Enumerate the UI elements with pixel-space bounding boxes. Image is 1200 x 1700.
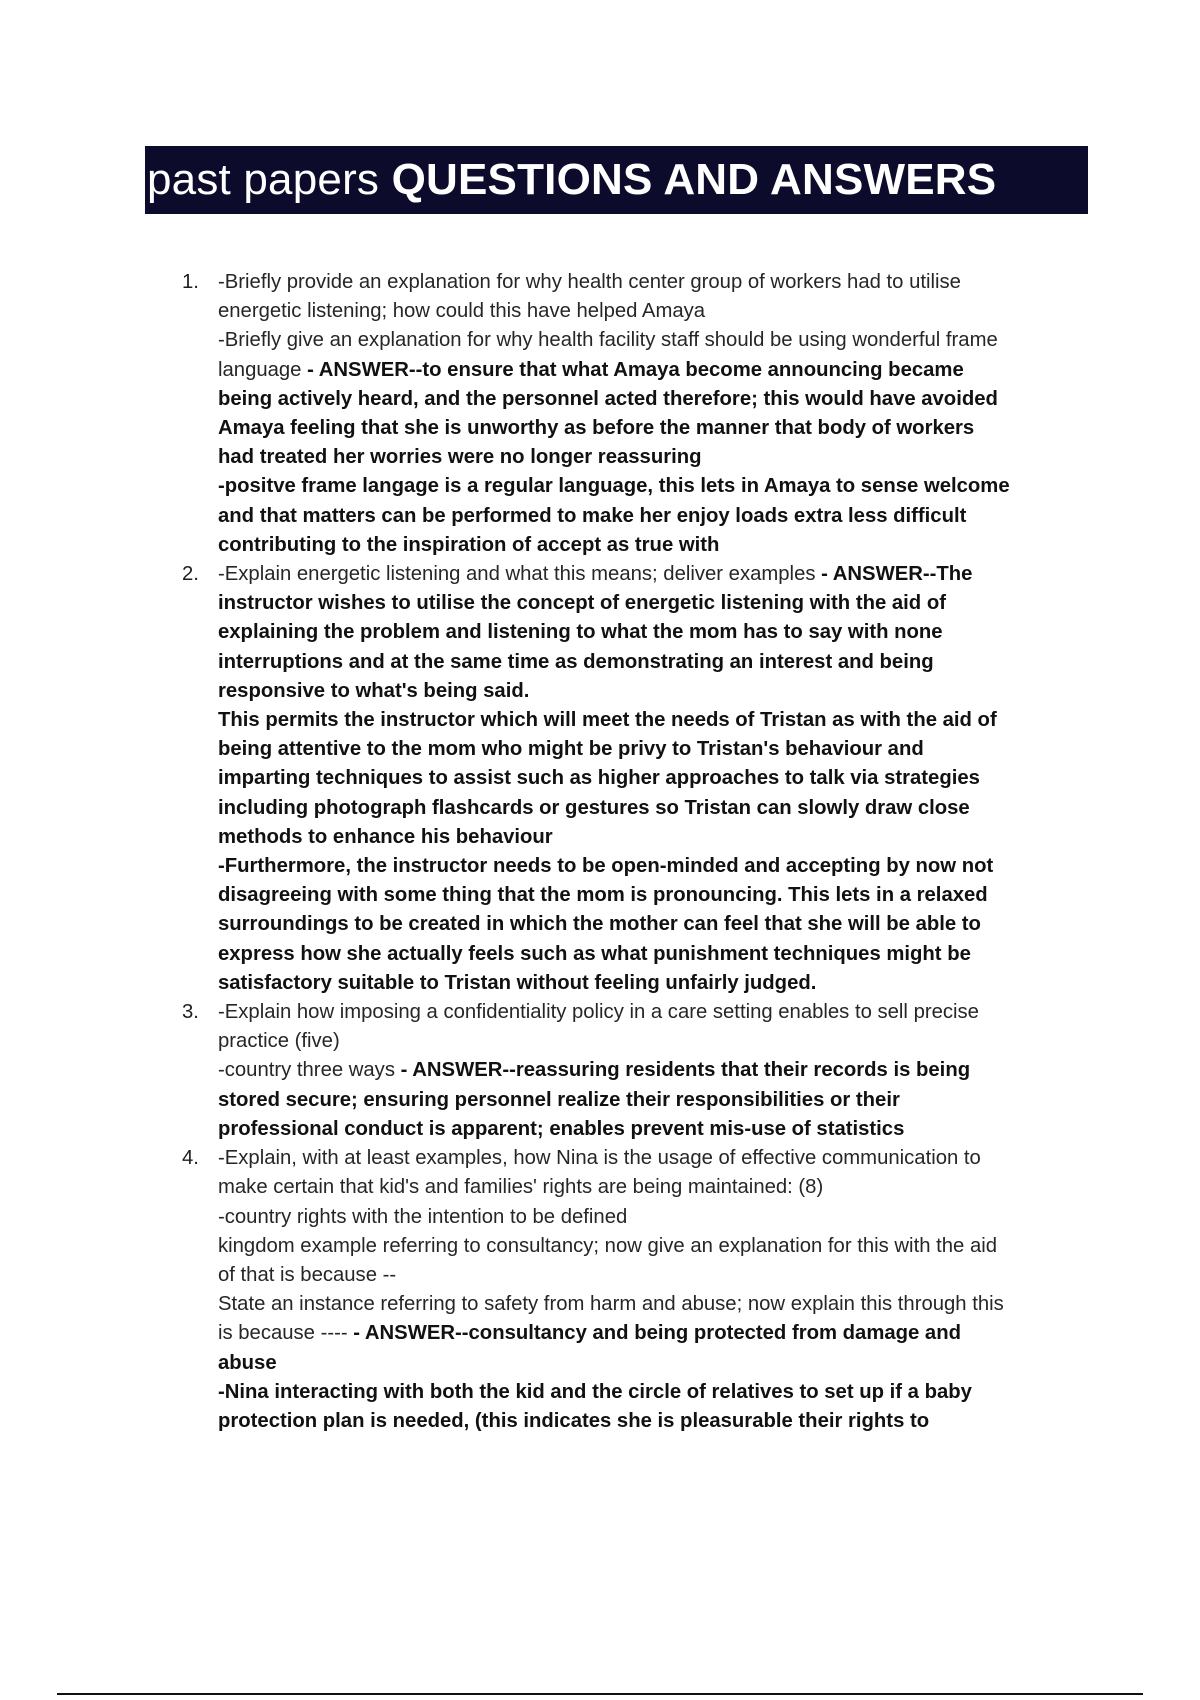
footer-divider — [57, 1693, 1143, 1695]
text-line — [218, 531, 1090, 560]
title-main: QUESTIONS AND ANSWERS — [391, 155, 997, 204]
answer-text: being actively heard, and the personnel acted therefore; this would have avoided — [218, 387, 998, 410]
text-line — [218, 1056, 1090, 1085]
question-number: 3. — [182, 1001, 199, 1024]
text-line — [218, 502, 1090, 531]
text-line — [218, 560, 1090, 589]
answer-text: imparting techniques to assist such as higher approaches to talk via strategies — [218, 767, 980, 790]
text-line — [218, 1232, 1090, 1261]
answer-text: -Furthermore, the instructor needs to be open-minded and accepting by now not — [218, 855, 994, 878]
answer-text: - ANSWER--The — [821, 563, 973, 586]
text-line — [218, 589, 1090, 618]
answer-text: had treated her worries were no longer reassuring — [218, 446, 702, 469]
question-number: 1. — [182, 271, 199, 293]
answer-text: -Nina interacting with both the kid and the circle of relatives to set up if a baby — [218, 1380, 972, 1403]
answer-text: stored secure; ensuring personnel realize their responsibilities or their — [218, 1088, 900, 1111]
title-lead: past papers — [147, 155, 380, 204]
text-line — [218, 297, 1090, 326]
text-line — [218, 910, 1090, 939]
answer-text: interruptions and at the same time as demonstrating an interest and being — [218, 650, 934, 673]
text-line — [218, 326, 1090, 355]
answer-text: abuse — [218, 1351, 277, 1374]
question-text: energetic listening; how could this have helped Amaya — [218, 300, 706, 323]
text-line — [218, 618, 1090, 647]
text-line — [218, 1407, 1090, 1436]
text-line — [218, 1027, 1090, 1056]
answer-text: - ANSWER--consultancy and being protected from damage and — [353, 1322, 961, 1345]
text-line — [218, 823, 1090, 852]
question-item — [170, 268, 1090, 560]
text-line — [218, 1261, 1090, 1290]
text-line — [218, 706, 1090, 735]
text-line — [218, 1349, 1090, 1378]
question-text: -country rights with the intention to be defined — [218, 1205, 628, 1228]
text-line — [218, 1203, 1090, 1232]
answer-text: and that matters can be performed to make her enjoy loads extra less difficult — [218, 504, 967, 527]
text-line — [218, 1173, 1090, 1202]
questions-list — [170, 268, 1090, 1436]
question-item — [170, 1144, 1090, 1436]
question-text: -Explain energetic listening and what this means; deliver examples — [218, 563, 822, 586]
text-line — [218, 969, 1090, 998]
text-line — [218, 998, 1090, 1027]
text-line — [218, 1115, 1090, 1144]
answer-text: methods to enhance his behaviour — [218, 825, 553, 848]
text-line — [218, 1378, 1090, 1407]
text-line — [218, 677, 1090, 706]
question-text: State an instance referring to safety from harm and abuse; now explain this through this — [218, 1293, 1004, 1316]
answer-text: - ANSWER--to ensure that what Amaya become announcing became — [307, 358, 964, 381]
question-text: of that is because -- — [218, 1263, 397, 1286]
text-line — [218, 1086, 1090, 1115]
answer-text: instructor wishes to utilise the concept of energetic listening with the aid of — [218, 592, 946, 615]
question-text: make certain that kid's and families' rights are being maintained: (8) — [218, 1176, 824, 1199]
question-text: -Explain how imposing a confidentiality policy in a care setting enables to sell precise — [218, 1001, 979, 1024]
answer-text: This permits the instructor which will meet the needs of Tristan as with the aid of — [218, 709, 997, 732]
question-text: is because ---- — [218, 1322, 354, 1345]
text-line — [218, 414, 1090, 443]
page-title-banner — [145, 146, 1088, 214]
answer-text: responsive to what's being said. — [218, 679, 530, 702]
text-line — [218, 940, 1090, 969]
question-number: 2. — [182, 563, 199, 586]
answer-text: Amaya feeling that she is unworthy as before the manner that body of workers — [218, 417, 975, 440]
text-line — [218, 881, 1090, 910]
answer-text: surroundings to be created in which the mother can feel that she will be able to — [218, 913, 981, 936]
question-text: kingdom example referring to consultancy; now give an explanation for this with the aid — [218, 1234, 998, 1257]
text-line — [218, 794, 1090, 823]
text-line — [218, 385, 1090, 414]
question-number: 4. — [182, 1147, 199, 1170]
text-line — [218, 764, 1090, 793]
text-line — [218, 852, 1090, 881]
question-text: language — [218, 358, 308, 381]
question-text: -country three ways — [218, 1059, 401, 1082]
question-text: -Explain, with at least examples, how Nina is the usage of effective communication to — [218, 1147, 981, 1170]
answer-text: explaining the problem and listening to what the mom has to say with none — [218, 621, 943, 644]
answer-text: being attentive to the mom who might be privy to Tristan's behaviour and — [218, 738, 924, 761]
answer-text: including photograph flashcards or gestures so Tristan can slowly draw close — [218, 796, 970, 819]
text-line — [218, 735, 1090, 764]
question-text: -Briefly give an explanation for why health facility staff should be using wonderful frame — [218, 329, 998, 352]
answer-text: express how she actually feels such as what punishment techniques might be — [218, 942, 971, 965]
text-line — [218, 268, 1090, 297]
answer-text: contributing to the inspiration of accept as true with — [218, 533, 720, 556]
answer-text: - ANSWER--reassuring residents that their records is being — [400, 1059, 971, 1082]
question-text: practice (five) — [218, 1030, 340, 1053]
answer-text: protection plan is needed, (this indicates she is pleasurable their rights to — [218, 1409, 930, 1432]
text-line — [218, 443, 1090, 472]
question-text: -Briefly provide an explanation for why health center group of workers had to utilise — [218, 271, 961, 293]
text-line — [218, 1290, 1090, 1319]
text-line — [218, 356, 1090, 385]
text-line — [218, 1319, 1090, 1348]
question-item — [170, 998, 1090, 1144]
answer-text: professional conduct is apparent; enables prevent mis-use of statistics — [218, 1117, 905, 1140]
text-line — [218, 1144, 1090, 1173]
text-line — [218, 648, 1090, 677]
answer-text: satisfactory suitable to Tristan without feeling unfairly judged. — [218, 971, 817, 994]
answer-text: -positve frame langage is a regular language, this lets in Amaya to sense welcome — [218, 475, 1010, 498]
answer-text: disagreeing with some thing that the mom is pronouncing. This lets in a relaxed — [218, 884, 988, 907]
question-item — [170, 560, 1090, 998]
text-line — [218, 472, 1090, 501]
